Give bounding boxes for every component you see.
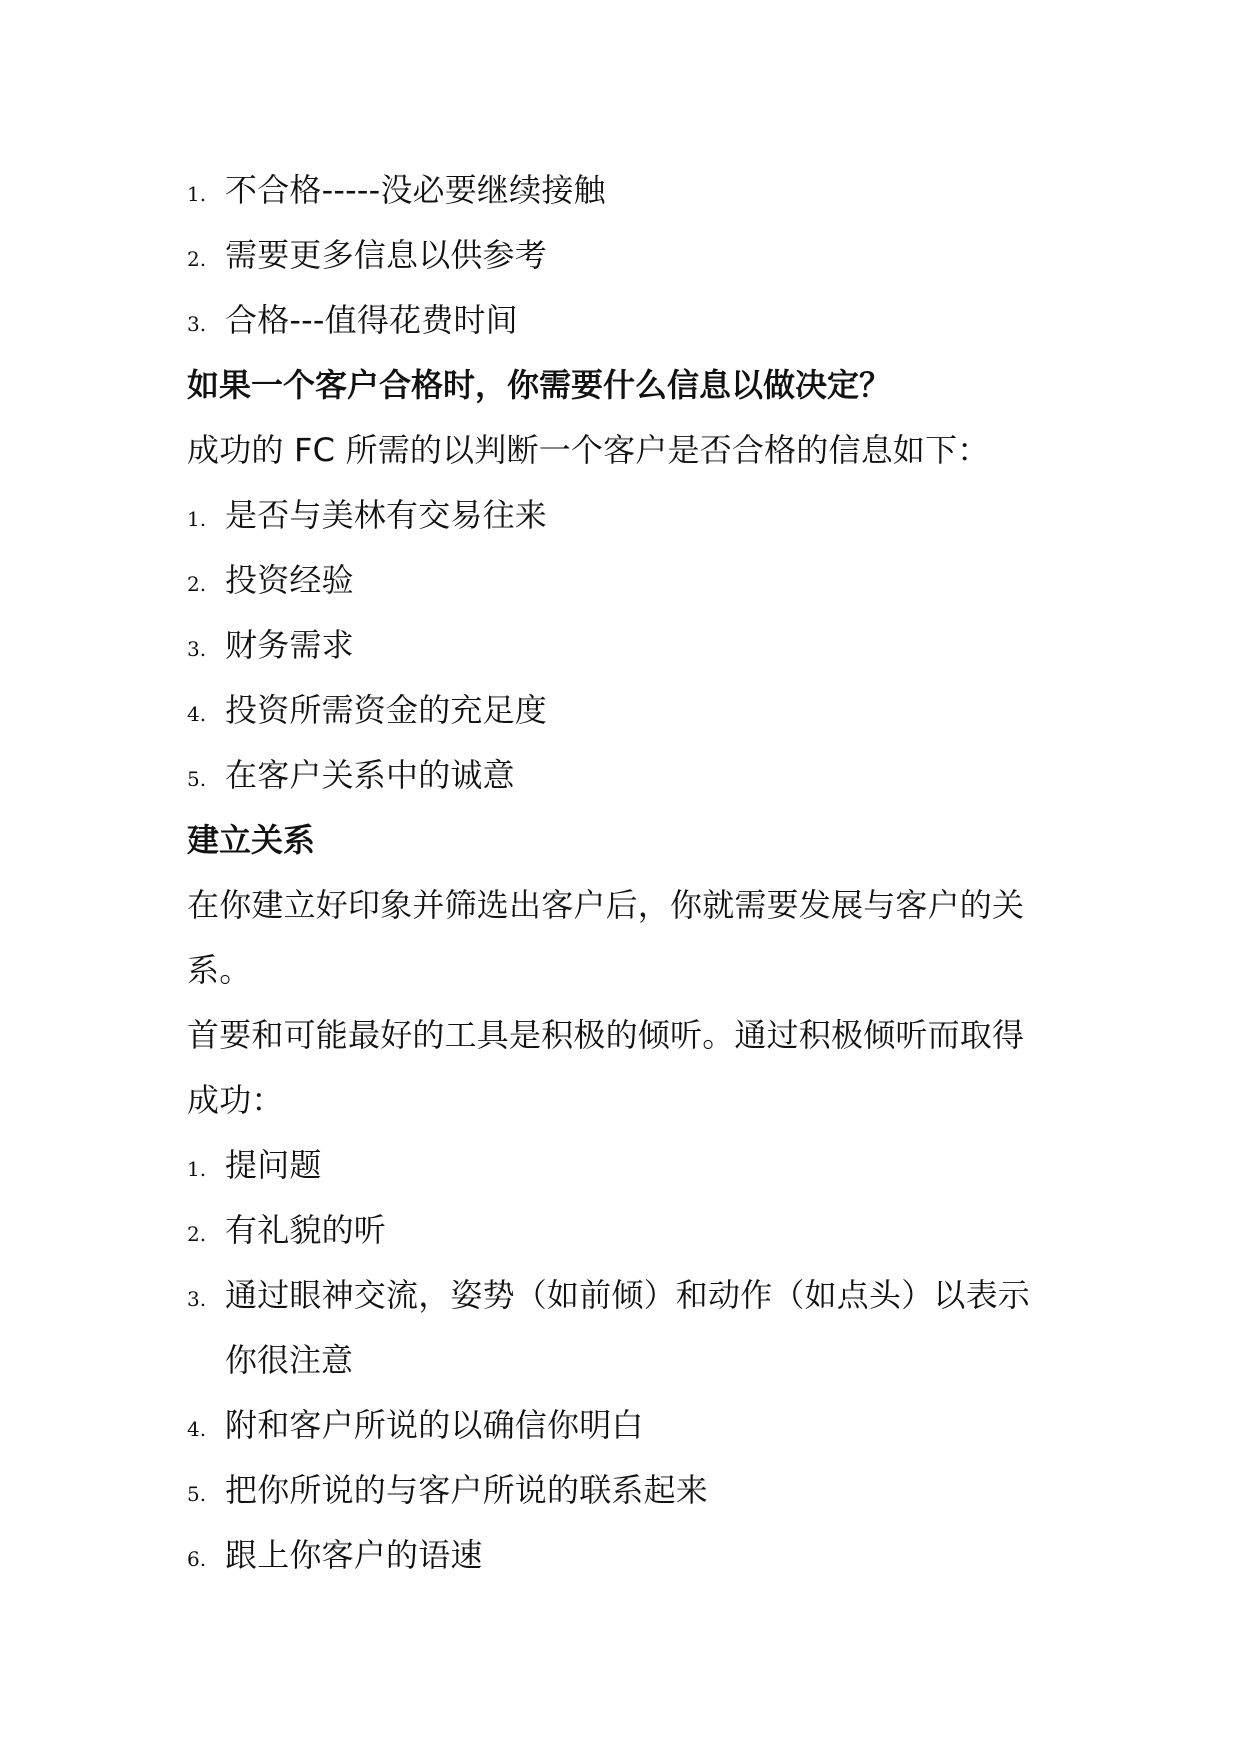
list-number: 2. [187, 247, 207, 271]
section-heading: 如果一个客户合格时，你需要什么信息以做决定？ [187, 366, 892, 404]
list-number: 3. [187, 637, 207, 661]
list-item [187, 678, 1067, 743]
list-item-text: 把你所说的与客户所说的联系起来 [225, 1471, 709, 1509]
list-item-text: 在客户关系中的诚意 [225, 756, 515, 794]
list-number: 2. [187, 572, 207, 596]
paragraph-line: 系。 [187, 951, 252, 989]
list-number: 6. [187, 1547, 207, 1571]
list-item-text: 通过眼神交流，姿势（如前倾）和动作（如点头）以表示 [225, 1276, 1031, 1314]
list-number: 5. [187, 767, 207, 791]
list-item [187, 1133, 1067, 1198]
list-number: 3. [187, 312, 207, 336]
list-item-text: 合格---值得花费时间 [225, 301, 518, 339]
list-item-text: 跟上你客户的语速 [225, 1536, 483, 1574]
list-item-text: 财务需求 [225, 626, 354, 664]
list-item [187, 1198, 1067, 1263]
list-number: 5. [187, 1482, 207, 1506]
list-item [187, 158, 1067, 223]
list-number: 1. [187, 1157, 207, 1181]
document-page [187, 158, 1067, 1588]
list-number: 1. [187, 507, 207, 531]
list-item-continuation: 你很注意 [225, 1341, 354, 1379]
list-item-text: 不合格-----没必要继续接触 [225, 171, 606, 209]
paragraph-line: 首要和可能最好的工具是积极的倾听。通过积极倾听而取得 [187, 1016, 1025, 1054]
list-item [187, 1523, 1067, 1588]
list-item [187, 223, 1067, 288]
section-heading: 建立关系 [187, 821, 316, 859]
list-item [187, 483, 1067, 548]
list-item [187, 1263, 1067, 1328]
list-item [187, 548, 1067, 613]
paragraph: 成功的 FC 所需的以判断一个客户是否合格的信息如下： [187, 431, 990, 469]
list-item [187, 743, 1067, 808]
list-item [187, 613, 1067, 678]
list-item-text: 是否与美林有交易往来 [225, 496, 548, 534]
list-item-text: 有礼貌的听 [225, 1211, 387, 1249]
list-item [187, 288, 1067, 353]
list-number: 4. [187, 702, 207, 726]
paragraph-line: 成功： [187, 1081, 284, 1119]
list-item [187, 1393, 1067, 1458]
list-item [187, 1458, 1067, 1523]
list-item-text: 提问题 [225, 1146, 322, 1184]
list-item-text: 投资经验 [225, 561, 354, 599]
list-item-text: 投资所需资金的充足度 [225, 691, 548, 729]
list-number: 3. [187, 1287, 207, 1311]
paragraph-line: 在你建立好印象并筛选出客户后，你就需要发展与客户的关 [187, 886, 1025, 924]
list-number: 2. [187, 1222, 207, 1246]
list-item-text: 需要更多信息以供参考 [225, 236, 548, 274]
list-number: 1. [187, 182, 207, 206]
list-item-text: 附和客户所说的以确信你明白 [225, 1406, 644, 1444]
list-number: 4. [187, 1417, 207, 1441]
